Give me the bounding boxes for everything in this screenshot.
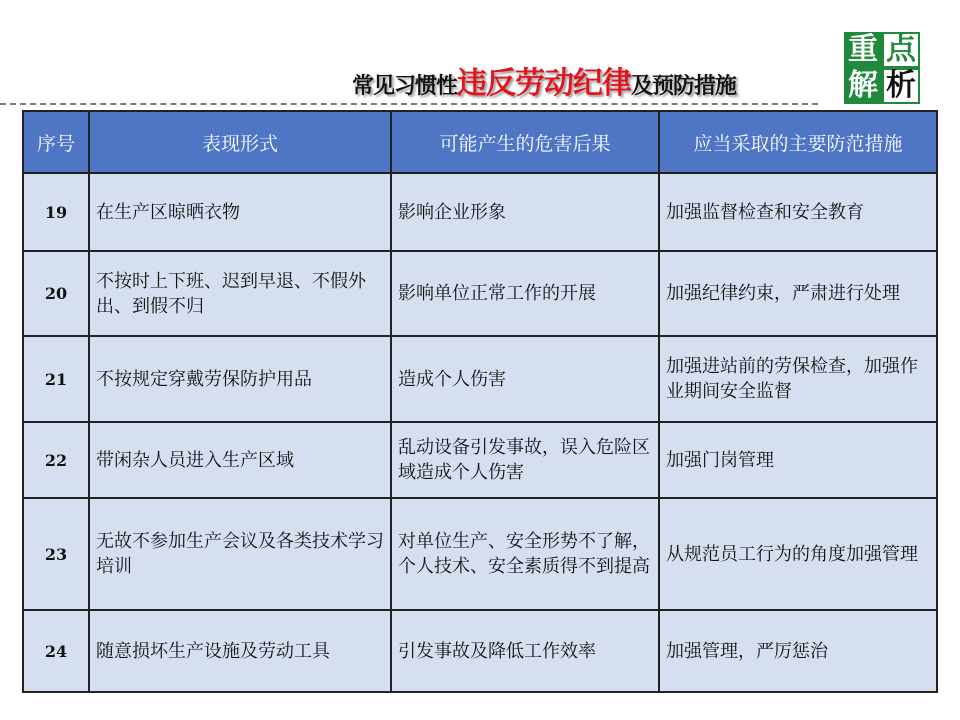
cell-no: 21 [23,336,89,422]
table-row [23,173,937,251]
cell-harm: 影响企业形象 [391,173,659,251]
cell-no: 19 [23,173,89,251]
cell-form: 无故不参加生产会议及各类技术学习培训 [89,498,391,610]
cell-measure: 加强监督检查和安全教育 [659,173,937,251]
cell-measure: 加强进站前的劳保检查，加强作业期间安全监督 [659,336,937,422]
cell-measure: 加强管理，严厉惩治 [659,610,937,692]
table-header-row [23,111,937,173]
cell-harm: 乱动设备引发事故，误入危险区域造成个人伤害 [391,422,659,498]
cell-measure: 从规范员工行为的角度加强管理 [659,498,937,610]
cell-no: 24 [23,610,89,692]
cell-measure: 加强门岗管理 [659,422,937,498]
title-part-3: 及预防措施 [631,74,737,99]
cell-form: 不按规定穿戴劳保防护用品 [89,336,391,422]
badge-char-4: 析 [882,68,920,104]
cell-form: 随意损坏生产设施及劳动工具 [89,610,391,692]
cell-form: 不按时上下班、迟到早退、不假外出、到假不归 [89,251,391,336]
cell-no: 20 [23,251,89,336]
table-row [23,610,937,692]
header-no: 序号 [23,111,89,173]
key-analysis-badge [844,32,920,104]
header-harm: 可能产生的危害后果 [391,111,659,173]
header-measure: 应当采取的主要防范措施 [659,111,937,173]
badge-char-1: 重 [844,32,882,68]
discipline-table [22,110,938,693]
title-highlight: 违反劳动纪律 [457,66,632,101]
table-row [23,498,937,610]
table-row [23,336,937,422]
cell-harm: 影响单位正常工作的开展 [391,251,659,336]
cell-form: 在生产区晾晒衣物 [89,173,391,251]
cell-form: 带闲杂人员进入生产区域 [89,422,391,498]
cell-no: 23 [23,498,89,610]
cell-no: 22 [23,422,89,498]
badge-char-3: 解 [844,68,882,104]
header-form: 表现形式 [89,111,391,173]
page-title [352,58,736,102]
table-row [23,251,937,336]
cell-harm: 造成个人伤害 [391,336,659,422]
badge-char-2: 点 [882,32,920,68]
title-part-1: 常见习惯性 [352,74,458,99]
cell-harm: 对单位生产、安全形势不了解，个人技术、安全素质得不到提高 [391,498,659,610]
cell-measure: 加强纪律约束，严肃进行处理 [659,251,937,336]
cell-harm: 引发事故及降低工作效率 [391,610,659,692]
header-divider [0,103,818,105]
table-row [23,422,937,498]
